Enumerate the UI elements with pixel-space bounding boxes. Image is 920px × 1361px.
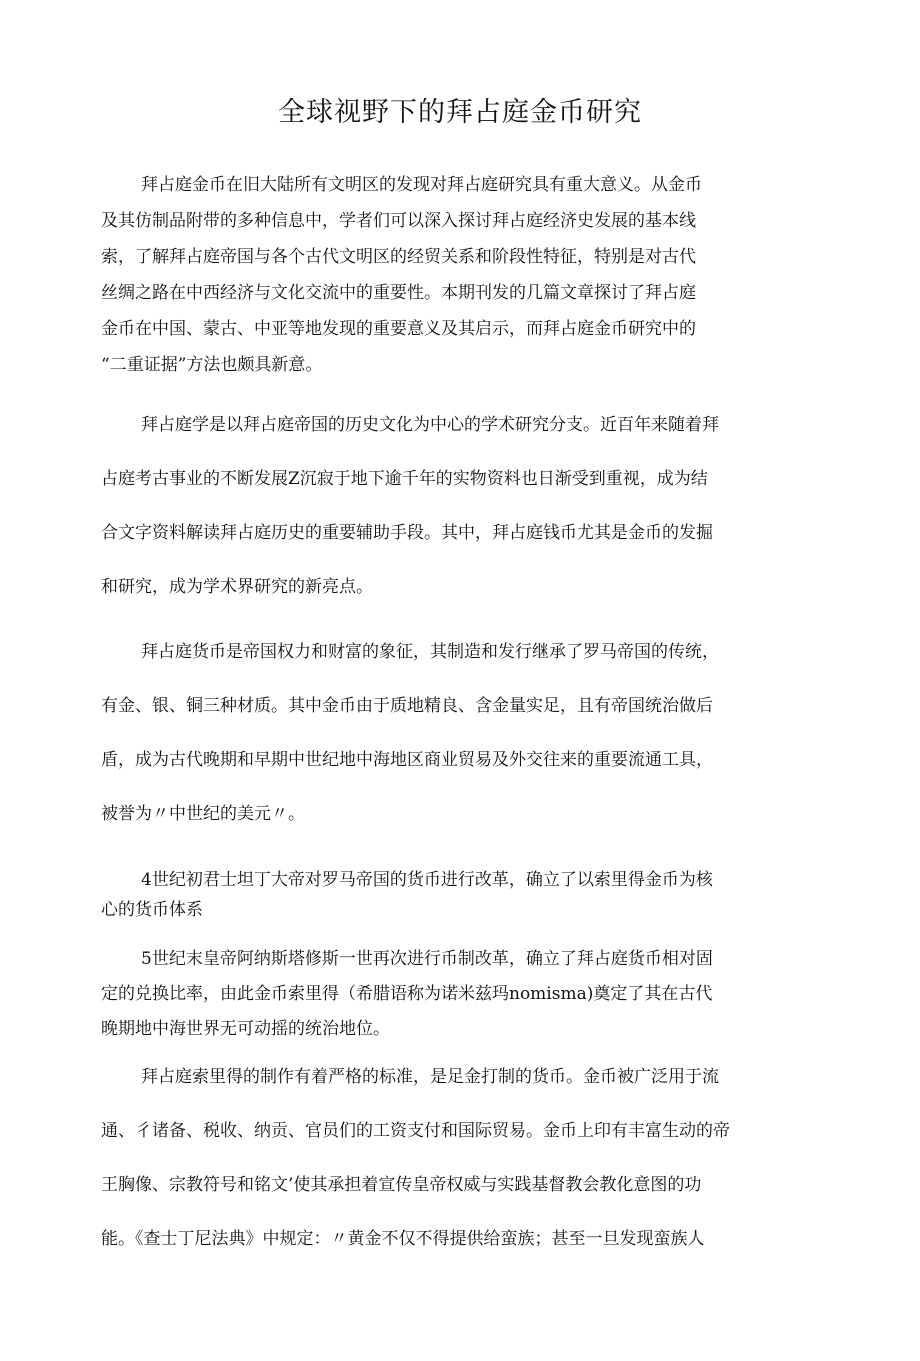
paragraph-line: 占庭考古事业的不断发展Z沉寂于地下逾千年的实物资料也日渐受到重视，成为结 bbox=[101, 469, 708, 489]
paragraph-line: 拜占庭学是以拜占庭帝国的历史文化为中心的学术研究分支。近百年来随着拜 bbox=[141, 415, 719, 435]
paragraph-line: 能。《查士丁尼法典》中规定：〃黄金不仅不得提供给蛮族；甚至一旦发现蛮族人 bbox=[101, 1229, 705, 1249]
paragraph-1 bbox=[101, 167, 801, 383]
paragraph-line: 晚期地中海世界无可动摇的统治地位。 bbox=[101, 1019, 390, 1039]
paragraph-line: 金币在中国、蒙古、中亚等地发现的重要意义及其启示，而拜占庭金币研究中的 bbox=[101, 319, 696, 339]
paragraph-line: 合文字资料解读拜占庭历史的重要辅助手段。其中，拜占庭钱币尤其是金币的发掘 bbox=[101, 523, 713, 543]
paragraph-5 bbox=[101, 942, 801, 1047]
paragraph-line: 心的货币体系 bbox=[101, 900, 203, 920]
paragraph-line: 索，了解拜占庭帝国与各个古代文明区的经贸关系和阶段性特征，特别是对古代 bbox=[101, 247, 696, 267]
paragraph-3 bbox=[101, 625, 801, 841]
paragraph-line: 王胸像、宗教符号和铭文’使其承担着宣传皇帝权威与实践基督教会教化意图的功 bbox=[101, 1175, 702, 1195]
paragraph-line: 有金、银、铜三种材质。其中金币由于质地精良、含金量实足，且有帝国统治做后 bbox=[101, 696, 713, 716]
paragraph-line: 拜占庭货币是帝国权力和财富的象征，其制造和发行继承了罗马帝国的传统， bbox=[141, 642, 719, 662]
paragraph-line: 丝绸之路在中西经济与文化交流中的重要性。本期刊发的几篇文章探讨了拜占庭 bbox=[101, 283, 696, 303]
paragraph-line: 5世纪末皇帝阿纳斯塔修斯一世再次进行币制改革，确立了拜占庭货币相对固 bbox=[141, 949, 713, 969]
paragraph-line: 拜占庭金币在旧大陆所有文明区的发现对拜占庭研究具有重大意义。从金币 bbox=[141, 175, 702, 195]
paragraph-line: 和研究，成为学术界研究的新亮点。 bbox=[101, 577, 373, 597]
paragraph-line: 4世纪初君士坦丁大帝对罗马帝国的货币进行改革，确立了以索里得金币为核 bbox=[141, 870, 713, 890]
paragraph-line: 通、彳诸备、税收、纳贡、官员们的工资支付和国际贸易。金币上印有丰富生动的帝 bbox=[101, 1121, 730, 1141]
paragraph-line: 盾，成为古代晚期和早期中世纪地中海地区商业贸易及外交往来的重要流通工具， bbox=[101, 750, 713, 770]
paragraph-line: 被誉为〃中世纪的美元〃。 bbox=[101, 804, 305, 824]
paragraph-4 bbox=[101, 865, 801, 925]
paragraph-6 bbox=[101, 1050, 801, 1266]
paragraph-line: “二重证据”方法也颇具新意。 bbox=[101, 355, 323, 375]
document-title: 全球视野下的拜占庭金币研究 bbox=[278, 97, 642, 128]
paragraph-line: 拜占庭索里得的制作有着严格的标准，是足金打制的货币。金币被广泛用于流 bbox=[141, 1067, 719, 1087]
paragraph-2 bbox=[101, 398, 801, 614]
paragraph-line: 定的兑换比率，由此金币索里得（希腊语称为诺米兹玛nomisma)奠定了其在古代 bbox=[101, 984, 713, 1004]
paragraph-line: 及其仿制品附带的多种信息中，学者们可以深入探讨拜占庭经济史发展的基本线 bbox=[101, 211, 696, 231]
